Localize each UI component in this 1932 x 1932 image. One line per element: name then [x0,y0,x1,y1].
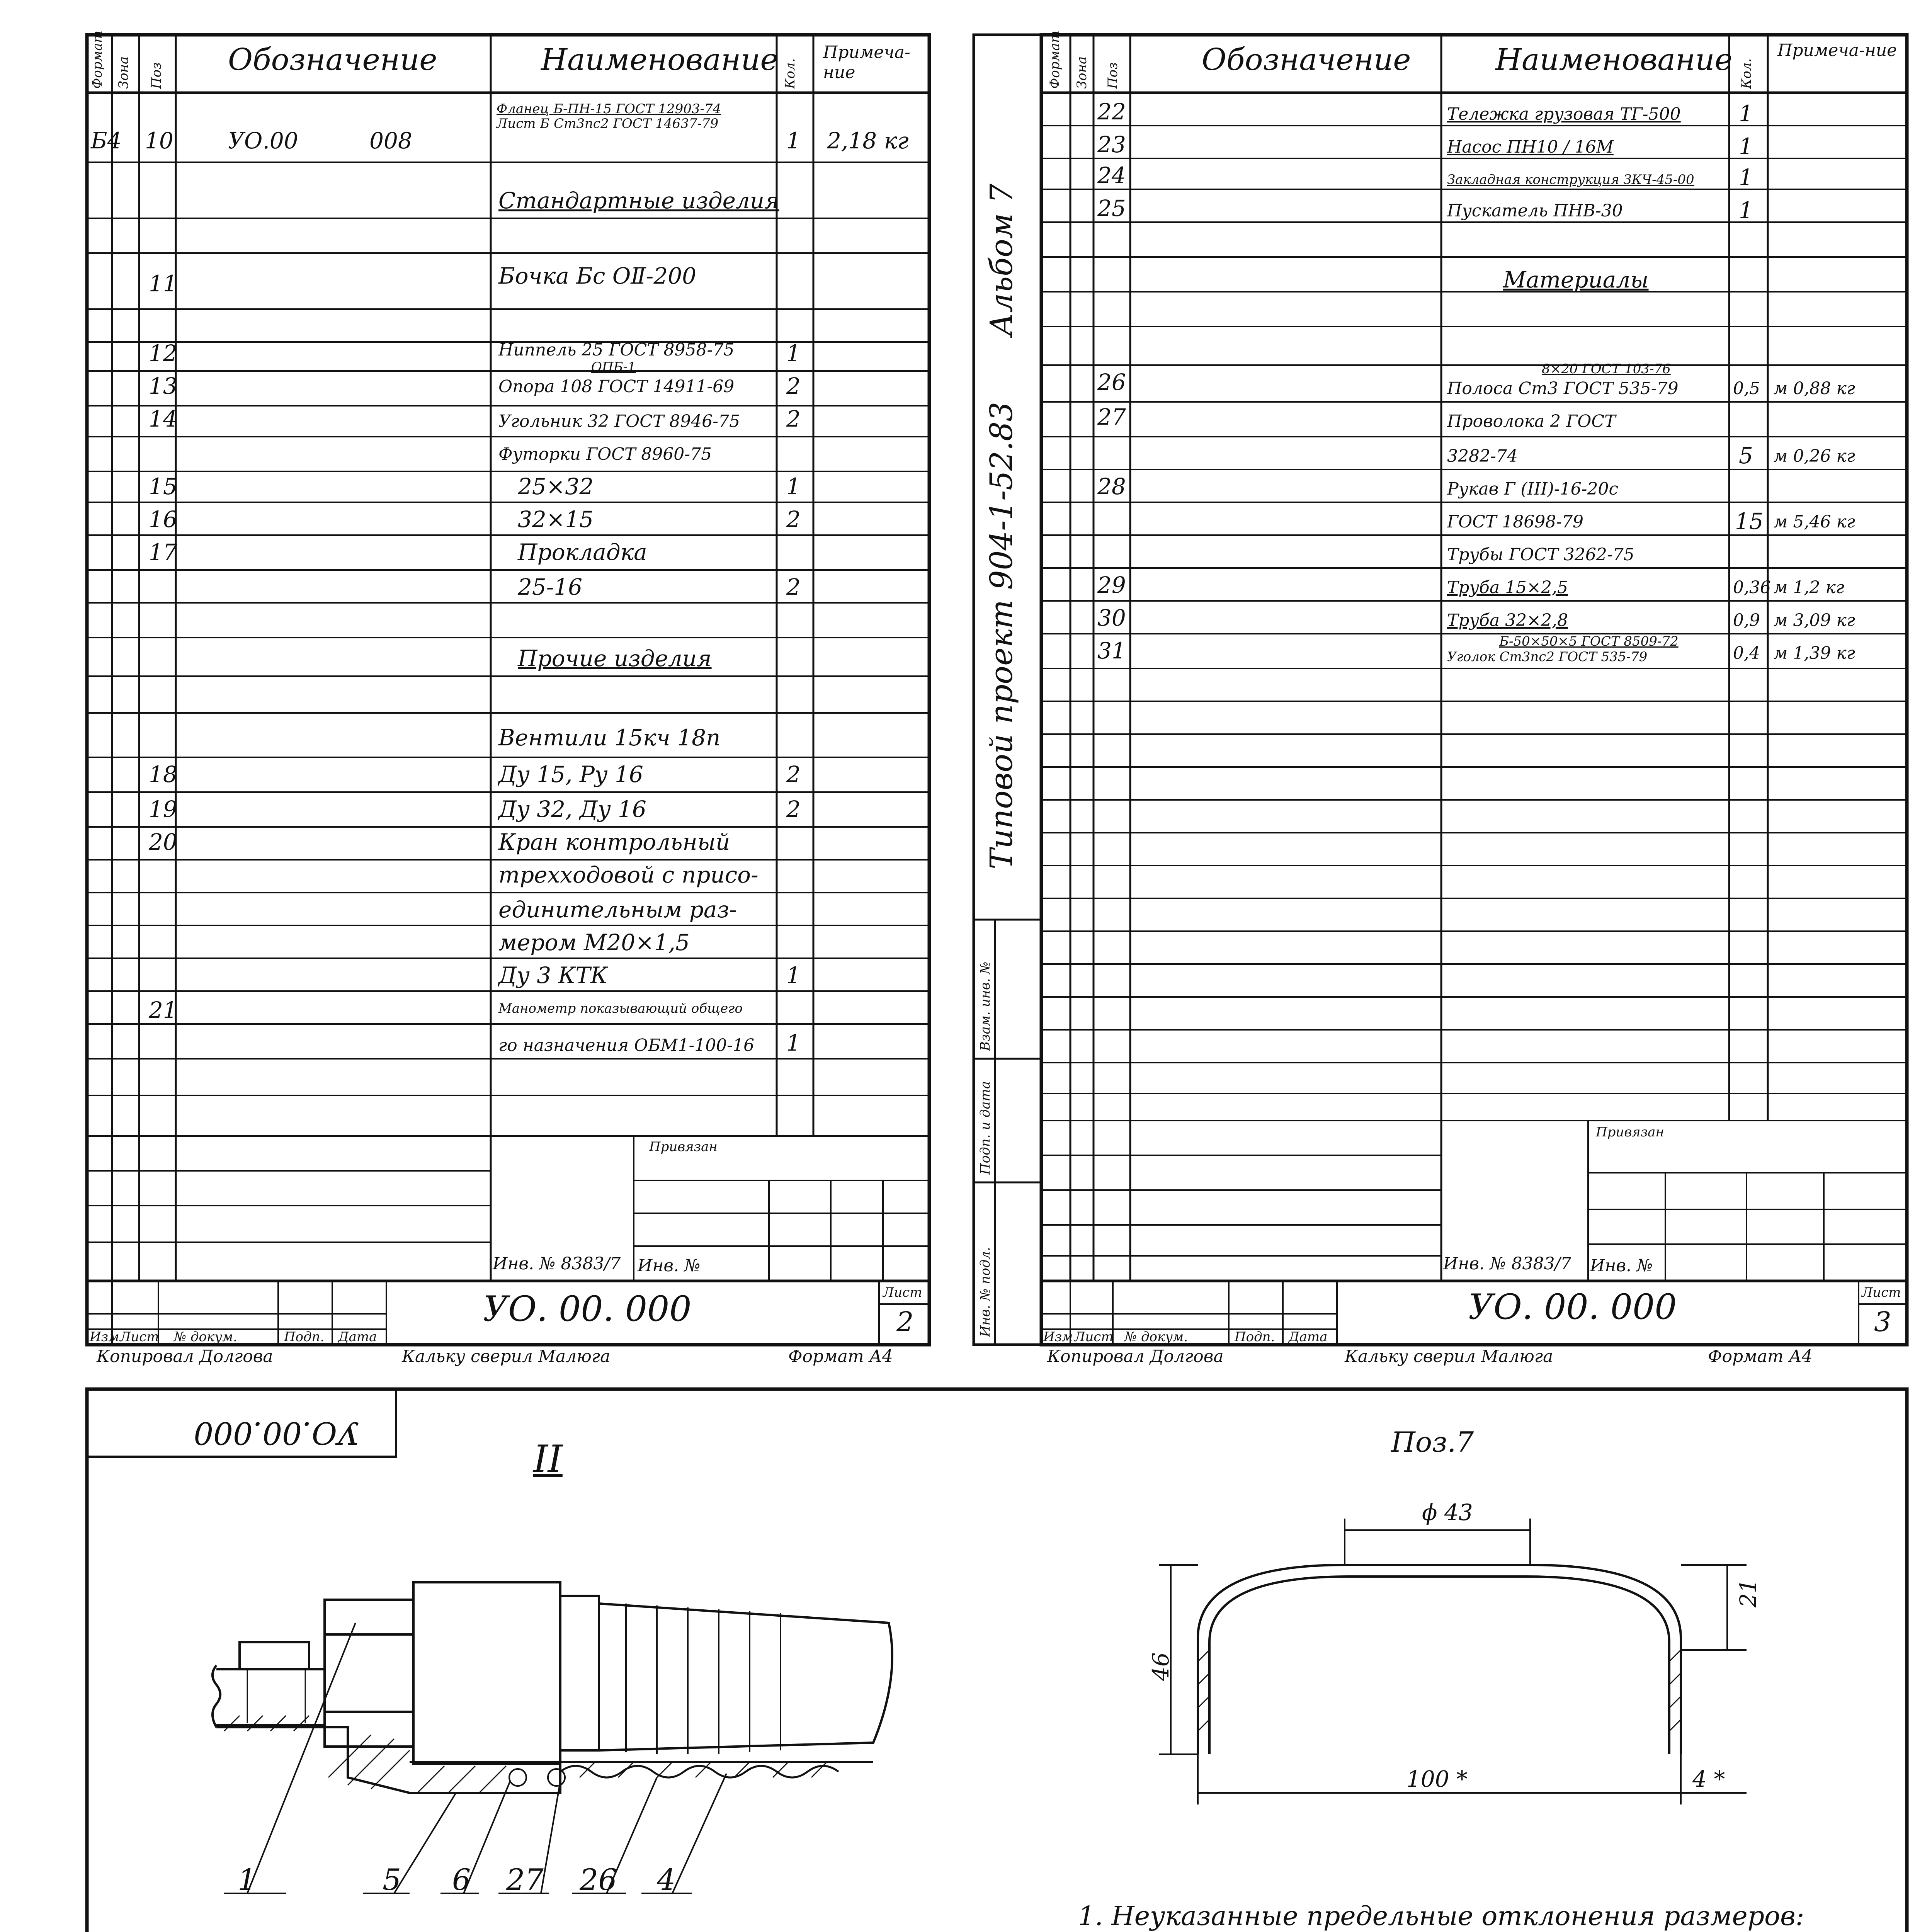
row21-qty: 1 [786,1030,801,1056]
row16-qty: 2 [786,506,801,532]
row15-pos: 15 [149,473,177,500]
section-other-items: Прочие изделия [518,645,712,672]
row-valves-name: Вентили 15кч 18п [498,724,721,751]
row30-qty: 0,9 [1733,611,1760,630]
row20-name5: Ду 3 КТК [498,962,608,988]
row22-qty: 1 [1739,100,1753,127]
row16-pos: 16 [149,506,177,532]
row18-pos: 18 [149,761,177,787]
row27-name: Проволока 2 ГОСТ [1447,412,1616,431]
sheet3-privyazan: Привязан [1596,1124,1664,1140]
sheet3-header-name: Наименование [1495,43,1733,77]
sheet2-privyazan: Привязан [649,1139,718,1155]
margin-album: Альбом 7 [983,184,1019,336]
sheet3-stamp-list: Лист [1074,1329,1114,1345]
row21-name2: го назначения ОБМ1-100-16 [498,1036,755,1055]
sheet2-header-designation: Обозначение [228,43,437,77]
sheet3-footer-check: Кальку сверил Малюга [1345,1347,1553,1366]
row30-name: Труба 32×2,8 [1447,611,1568,630]
row14-pos: 14 [149,406,177,432]
row29-name: Труба 15×2,5 [1447,578,1568,597]
row-pipes-name: Трубы ГОСТ 3262-75 [1447,545,1634,565]
row27b-name: 3282-74 [1447,446,1518,466]
sheet3-sheet-label: Лист [1862,1285,1901,1300]
row28-pos: 28 [1097,473,1126,500]
row13-qty: 2 [786,373,801,399]
sheet3-stamp-podp: Подп. [1235,1329,1275,1345]
note-1: 1. Неуказанные предельные отклонения размеров: [1078,1901,1804,1932]
view2-label: II [533,1437,563,1481]
corner-doc: УО.00.000 [194,1415,359,1451]
row26-note: м 0,88 кг [1774,379,1855,398]
sheet3-stamp-data: Дата [1289,1329,1328,1345]
row10-qty: 1 [786,128,801,154]
row17b-name: 25-16 [518,574,583,600]
sheet2-header-name: Наименование [541,43,778,77]
sheet2-header-zone: Зона [116,56,131,89]
row25-qty: 1 [1739,197,1753,223]
row25-pos: 25 [1097,195,1126,221]
pos7-label: Поз.7 [1391,1426,1474,1458]
sheet2-stamp-list: Лист [120,1329,159,1345]
row24-name: Закладная конструкция ЗКЧ-45-00 [1447,172,1694,187]
row29-qty: 0,36 [1733,578,1771,597]
row31-name: Уголок Ст3пс2 ГОСТ 535-79 [1447,649,1648,665]
sheet3-stamp-ndoc: № докум. [1124,1329,1188,1345]
row30-note: м 3,09 кг [1774,611,1855,630]
row26-name-top: 8×20 ГОСТ 103-76 [1542,361,1671,377]
sheet2-footer-copied: Копировал Долгова [97,1347,273,1366]
row20-pos: 20 [149,829,177,855]
sheet3-footer-copied: Копировал Долгова [1047,1347,1224,1366]
sheet2-stamp-podp: Подп. [284,1329,325,1345]
row27b-qty: 5 [1739,442,1753,469]
row10-note: 2,18 кг [827,128,909,154]
row28-name: Рукав Г (III)-16-20с [1447,479,1619,499]
sheet3-header-note: Примеча-ние [1777,41,1897,60]
row30-pos: 30 [1097,605,1126,631]
row29-note: м 1,2 кг [1774,578,1844,597]
row20-qty: 1 [786,962,801,988]
row17b-qty: 2 [786,574,801,600]
row22-name: Тележка грузовая ТГ-500 [1447,104,1681,124]
row20-name4: мером М20×1,5 [498,929,690,956]
margin-podp-data: Подп. и дата [978,1081,993,1175]
dim-100: 100 * [1406,1766,1468,1792]
sheet3-header-zone: Зона [1074,56,1090,89]
row22-pos: 22 [1097,99,1126,125]
row13-pos: 13 [149,373,177,399]
row12-pos: 12 [149,340,177,366]
row31-pos: 31 [1097,638,1126,664]
row27-pos: 27 [1097,404,1126,430]
row20-name1: Кран контрольный [498,829,730,855]
row26-name: Полоса Ст3 ГОСТ 535-79 [1447,379,1679,398]
row31-name-top: Б-50×50×5 ГОСТ 8509-72 [1499,634,1679,649]
row20-name3: единительным раз- [498,896,737,923]
row10-name2: Лист Б Ст3пс2 ГОСТ 14637-79 [497,116,719,131]
section-materials: Материалы [1503,267,1649,293]
row26-qty: 0,5 [1733,379,1760,398]
sheet3-doc: УО. 00. 000 [1468,1287,1677,1327]
sheet2-header-pos: Поз [149,62,164,89]
row18-name: Ду 15, Ру 16 [498,761,643,787]
sheet2-doc: УО. 00. 000 [483,1289,692,1329]
row19-pos: 19 [149,796,177,822]
dim-4: 4 * [1692,1766,1725,1792]
section-standard-items: Стандартные изделия [498,187,779,214]
sheet3-footer-format: Формат А4 [1708,1347,1813,1366]
row26-pos: 26 [1097,369,1126,395]
callout-1: 1 [238,1862,257,1897]
sheet2-header-qty: Кол. [782,58,798,89]
row13-name: Опора 108 ГОСТ 14911-69 [498,377,735,396]
row21-name1: Манометр показывающий общего [498,1001,743,1016]
sheet2-stamp-izm: Изм [90,1329,119,1345]
row21-pos: 21 [149,997,177,1023]
row14-qty: 2 [786,406,801,432]
row16-name: 32×15 [518,506,594,532]
sheet3-header-designation: Обозначение [1202,43,1411,77]
row23-name: Насос ПН10 / 16М [1447,137,1614,157]
dim-46: 46 [1148,1652,1174,1681]
sheet3-inv1: Инв. № 8383/7 [1443,1254,1571,1274]
sheet3-inv2: Инв. № [1590,1256,1653,1276]
row11-name: Бочка Бс ОⅡ-200 [498,263,697,289]
row14-name: Угольник 32 ГОСТ 8946-75 [498,412,740,431]
margin-project: Типовой проект 904-1-52.83 [983,401,1019,869]
sheet2-header-format: Формат [90,30,105,89]
sheet2-header-note: Примеча-ние [823,43,910,82]
row28b-qty: 15 [1735,508,1764,534]
margin-inv-podl: Инв. № подл. [978,1247,993,1337]
row-fittings-name: Футорки ГОСТ 8960-75 [498,444,712,464]
sheet3-header-qty: Кол. [1739,58,1754,89]
row15-name: 25×32 [518,473,594,500]
sheet2-stamp-data: Дата [338,1329,377,1345]
row15-qty: 1 [786,473,801,500]
row28b-note: м 5,46 кг [1774,512,1855,532]
dim-21: 21 [1735,1579,1761,1607]
row19-qty: 2 [786,796,801,822]
sheet2-inv1: Инв. № 8383/7 [493,1254,621,1274]
row10-format: Б4 [91,128,122,154]
row25-name: Пускатель ПНВ-30 [1447,201,1623,221]
margin-vzam: Взам. инв. № [978,961,993,1051]
callout-6: 6 [452,1862,471,1897]
row13-name-top: ОПБ-1 [591,359,636,375]
sheet2-footer-check: Кальку сверил Малюга [402,1347,611,1366]
sheet3-header-pos: Поз [1105,62,1121,89]
row19-name: Ду 32, Ду 16 [498,796,646,822]
sheet2-sheet-no: 2 [896,1306,914,1338]
sheet2-stamp-ndoc: № докум. [174,1329,238,1345]
sheet2-sheet-label: Лист [883,1285,922,1300]
row23-qty: 1 [1739,133,1753,160]
row10-designation: УО.00 008 [228,128,412,154]
callout-27: 27 [506,1862,544,1897]
row17-pos: 17 [149,539,177,565]
row31-note: м 1,39 кг [1774,643,1855,663]
sheet3-stamp-izm: Изм [1043,1329,1073,1345]
row18-qty: 2 [786,761,801,787]
sheet2-footer-format: Формат А4 [788,1347,893,1366]
row27b-note: м 0,26 кг [1774,446,1855,466]
row10-pos: 10 [145,128,173,154]
callout-4: 4 [657,1862,676,1897]
callout-5: 5 [383,1862,401,1897]
row24-pos: 24 [1097,162,1126,189]
row10-name1: Фланец Б-ПН-15 ГОСТ 12903-74 [497,101,721,117]
row12-name: Ниппель 25 ГОСТ 8958-75 [498,340,735,360]
callout-26: 26 [580,1862,617,1897]
row31-qty: 0,4 [1733,643,1760,663]
row17-name: Прокладка [518,539,647,565]
row29-pos: 29 [1097,572,1126,598]
row20-name2: трехходовой с присо- [498,862,759,888]
row12-qty: 1 [786,340,801,366]
sheet3-sheet-no: 3 [1874,1306,1891,1338]
sheet2-inv2: Инв. № [638,1256,701,1276]
row28b-name: ГОСТ 18698-79 [1447,512,1584,532]
dim-phi43: ϕ 43 [1422,1499,1473,1526]
row11-pos: 11 [149,270,177,297]
sheet3-header-format: Формат [1047,30,1063,89]
row23-pos: 23 [1097,131,1126,158]
row24-qty: 1 [1739,164,1753,190]
